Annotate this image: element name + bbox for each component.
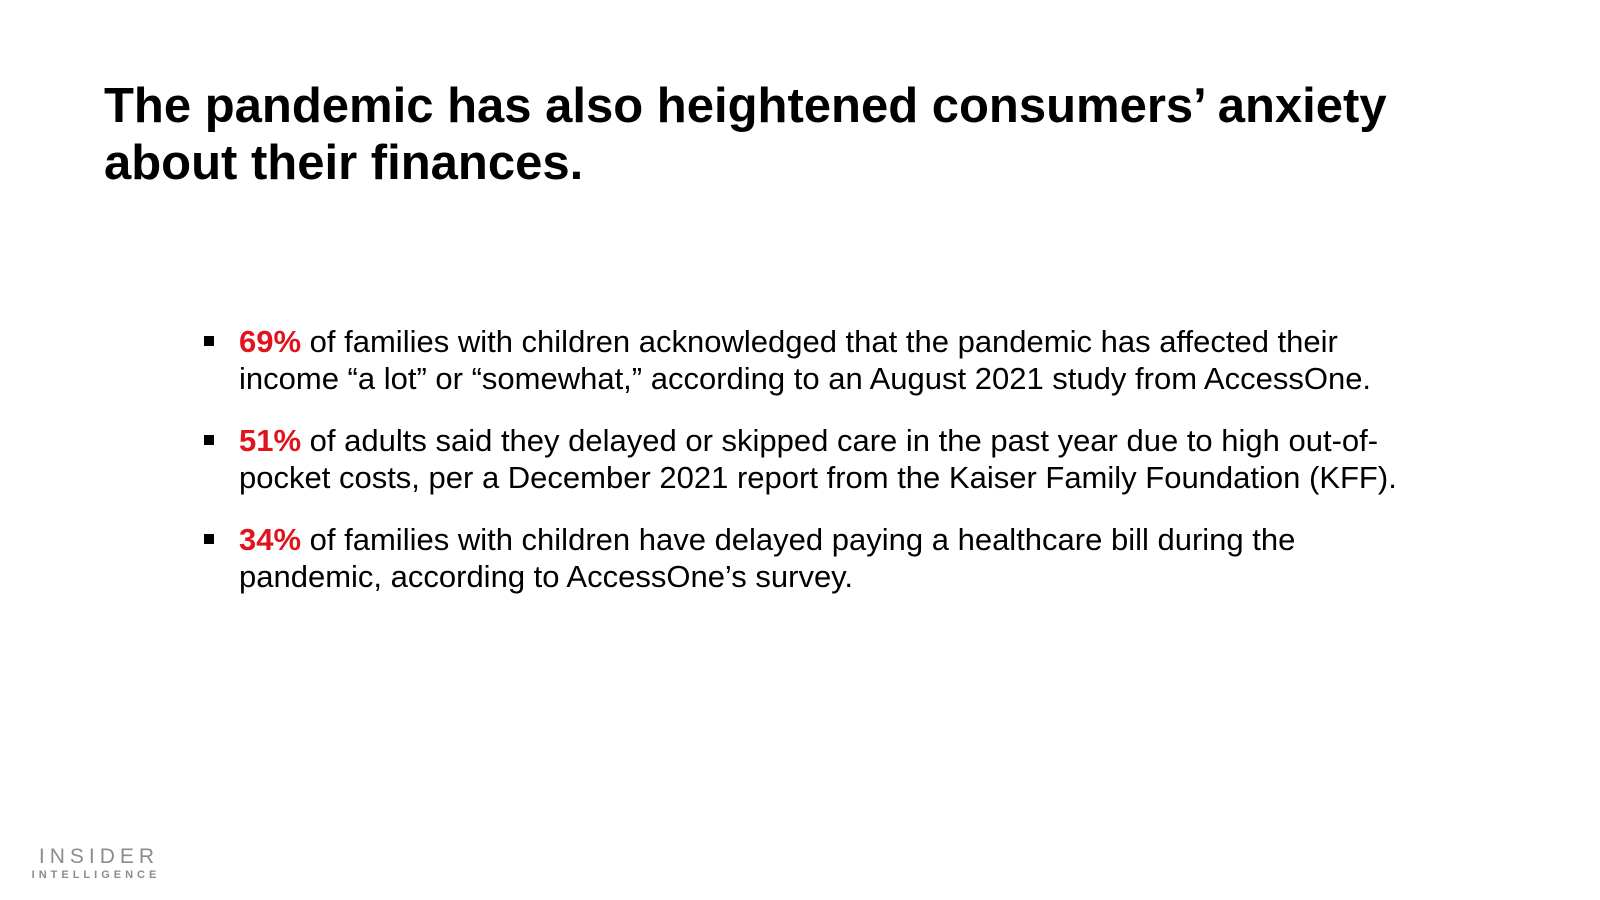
logo-line-insider: INSIDER xyxy=(38,845,160,868)
bullet-text: of families with children have delayed paying a healthcare bill during the pandemic, according to AccessOne’s survey. xyxy=(239,522,1296,594)
bullet-item-1 xyxy=(200,324,1400,397)
insider-intelligence-logo xyxy=(21,846,171,882)
stat-highlight: 34% xyxy=(239,522,302,557)
square-bullet-icon xyxy=(204,534,214,544)
square-bullet-icon xyxy=(204,336,214,346)
bullet-text: of families with children acknowledged that the pandemic has affected their income “a lot” or “somewhat,” according to an August 2021 study from AccessOne. xyxy=(239,324,1372,396)
bullet-list xyxy=(200,324,1400,621)
square-bullet-icon xyxy=(204,435,214,445)
stat-highlight: 69% xyxy=(239,324,302,359)
bullet-item-2 xyxy=(200,423,1400,496)
bullet-text: of adults said they delayed or skipped care in the past year due to high out-of-pocket costs, per a December 2021 report from the Kaiser Family Foundation (KFF). xyxy=(239,423,1397,495)
slide-title: The pandemic has also heightened consumers’ anxiety about their finances. xyxy=(104,79,1387,190)
stat-highlight: 51% xyxy=(239,423,302,458)
logo-line-intelligence: INTELLIGENCE xyxy=(31,869,161,881)
bullet-item-3 xyxy=(200,522,1400,595)
